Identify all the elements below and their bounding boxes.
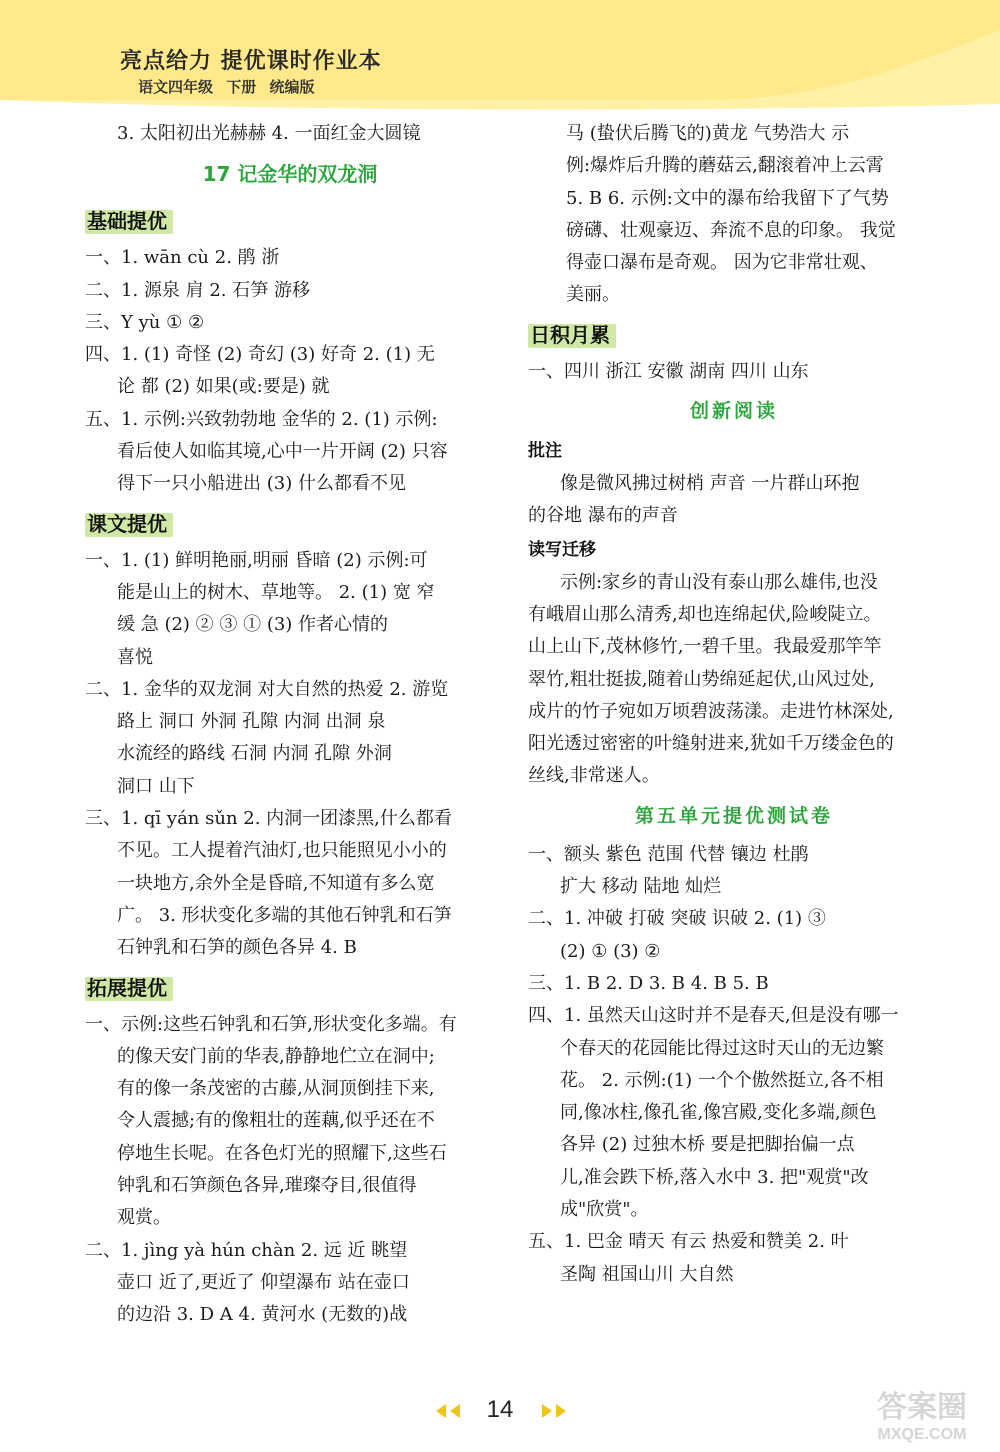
answer-line: 像是微风拂过树梢 声音 一片群山环抱	[560, 473, 860, 495]
answer-line: 三、Y yù ① ②	[85, 311, 205, 333]
answer-line: 论 都 (2) 如果(或:要是) 就	[117, 376, 330, 398]
answer-line: 个春天的花园能比得过这时天山的无边繁	[560, 1037, 884, 1059]
answer-line: 一、四川 浙江 安徽 湖南 四川 山东	[528, 360, 809, 382]
answer-line: 一、额头 紫色 范围 代替 镶边 杜鹃	[528, 843, 809, 865]
answer-line: 水流经的路线 石洞 内洞 孔隙 外洞	[117, 743, 392, 765]
lesson-title: 17 记金华的双龙洞	[202, 162, 378, 187]
answer-line: 3. 太阳初出光赫赫 4. 一面红金大圆镜	[117, 123, 421, 144]
answer-line: 圣陶 祖国山川 大自然	[560, 1263, 734, 1285]
next-arrows-icon	[536, 1402, 576, 1420]
watermark-url: MXQE.COM	[877, 1426, 967, 1443]
answer-line: 洞口 山下	[117, 775, 195, 797]
header-banner	[0, 0, 1000, 112]
answer-line: 的谷地 瀑布的声音	[528, 505, 678, 527]
answer-line: 石钟乳和石笋的颜色各异 4. B	[117, 937, 357, 959]
answer-line: 翠竹,粗壮挺拔,随着山势绵延起伏,山风过处,	[528, 668, 875, 690]
answer-line: 钟乳和石笋颜色各异,璀璨夺目,很值得	[117, 1175, 417, 1197]
answer-line: 二、1. 冲破 打破 突破 识破 2. (1) ③	[528, 908, 826, 930]
answer-line: 一、1. wān cù 2. 鹃 浙	[85, 247, 280, 269]
watermark-logo	[852, 1390, 992, 1448]
answer-line: 能是山上的树木、草地等。 2. (1) 宽 窄	[117, 581, 435, 603]
answer-line: (2) ① (3) ②	[560, 940, 661, 962]
answer-line: 壶口 近了,更近了 仰望瀑布 站在壶口	[117, 1271, 410, 1293]
answer-line: 五、1. 巴金 晴天 有云 热爱和赞美 2. 叶	[528, 1231, 849, 1253]
answer-line: 美丽。	[566, 284, 620, 306]
answer-line: 磅礴、壮观豪迈、奔流不息的印象。 我觉	[566, 219, 896, 241]
answer-line: 二、1. 金华的双龙洞 对大自然的热爱 2. 游览	[85, 678, 449, 700]
answer-line: 二、1. jìng yà hún chàn 2. 远 近 眺望	[85, 1239, 408, 1261]
watermark-text: 答案圈	[877, 1390, 967, 1425]
answer-line: 五、1. 示例:兴致勃勃地 金华的 2. (1) 示例:	[85, 408, 438, 430]
answer-line: 停地生长呢。在各色灯光的照耀下,这些石	[117, 1142, 447, 1164]
answer-line: 扩大 移动 陆地 灿烂	[560, 876, 722, 898]
answer-line: 三、1. qī yán sǔn 2. 内洞一团漆黑,什么都看	[85, 808, 452, 830]
answer-line: 广。 3. 形状变化多端的其他石钟乳和石笋	[117, 904, 452, 926]
section-heading-text: 课文提优	[85, 504, 173, 544]
answer-line: 令人震撼;有的像粗壮的莲藕,似乎还在不	[117, 1110, 435, 1132]
header-subtitle: 语文四年级 下册 统编版	[138, 78, 315, 96]
answer-line: 例:爆炸后升腾的蘑菇云,翻滚着冲上云霄	[566, 155, 884, 177]
right-column	[528, 118, 940, 1291]
answer-line: 5. B 6. 示例:文中的瀑布给我留下了气势	[566, 187, 889, 209]
answer-line: 有的像一条茂密的古藤,从洞顶倒挂下来,	[117, 1078, 435, 1100]
unit-test-title: 第五单元提优测试卷	[634, 804, 833, 827]
answer-line: 不见。工人提着汽油灯,也只能照见小小的	[117, 840, 447, 862]
answer-line: 花。 2. 示例:(1) 一个个傲然挺立,各不相	[560, 1069, 884, 1091]
answer-line: 成"欣赏"。	[560, 1199, 649, 1221]
answer-line: 成片的竹子宛如万顷碧波荡漾。走进竹林深处,	[528, 700, 894, 722]
left-column	[85, 118, 495, 1332]
answer-line: 缓 急 (2) ② ③ ① (3) 作者心情的	[117, 614, 389, 636]
section-heading-accumulate: 日积月累	[528, 315, 616, 355]
answer-line: 一块地方,余外全是昏暗,不知道有多么宽	[117, 872, 435, 894]
answer-line: 得下一只小船进出 (3) 什么都看不见	[117, 473, 406, 495]
answer-line: 看后使人如临其境,心中一片开阔 (2) 只容	[117, 441, 448, 463]
answer-line: 一、1. (1) 鲜明艳丽,明丽 昏暗 (2) 示例:可	[85, 549, 428, 571]
answer-line: 观赏。	[117, 1207, 171, 1229]
annotation-label: 批注	[528, 441, 562, 462]
page-number: 14	[486, 1396, 514, 1423]
answer-line: 四、1. 虽然天山这时并不是春天,但是没有哪一	[528, 1005, 899, 1027]
answer-line: 得壶口瀑布是奇观。 因为它非常壮观、	[566, 252, 878, 274]
header-title: 亮点给力 提优课时作业本	[120, 49, 382, 74]
reading-writing-label: 读写迁移	[528, 539, 596, 560]
answer-line: 有峨眉山那么清秀,却也连绵起伏,险峻陡立。	[528, 603, 882, 625]
answer-line: 阳光透过密密的叶缝射进来,犹如千万缕金色的	[528, 733, 894, 755]
innovative-reading-title: 创新阅读	[689, 400, 778, 423]
answer-line: 的像天安门前的华表,静静地伫立在洞中;	[117, 1045, 435, 1067]
answer-line: 各异 (2) 过独木桥 要是把脚抬偏一点	[560, 1134, 855, 1156]
answer-line: 示例:家乡的青山没有泰山那么雄伟,也没	[560, 571, 878, 593]
section-heading-extension: 拓展提优	[85, 968, 173, 1008]
answer-line: 儿,准会跌下桥,落入水中 3. 把"观赏"改	[560, 1166, 869, 1188]
answer-line: 三、1. B 2. D 3. B 4. B 5. B	[528, 972, 769, 994]
section-heading-basic: 基础提优	[85, 201, 173, 241]
answer-line: 路上 洞口 外洞 孔隙 内洞 出洞 泉	[117, 711, 386, 733]
answer-line: 四、1. (1) 奇怪 (2) 奇幻 (3) 好奇 2. (1) 无	[85, 344, 435, 366]
answer-line: 同,像冰柱,像孔雀,像宫殿,变化多端,颜色	[560, 1102, 877, 1124]
answer-line: 一、示例:这些石钟乳和石笋,形状变化多端。有	[85, 1013, 457, 1035]
answer-line: 山上山下,茂林修竹,一碧千里。我最爱那竿竿	[528, 636, 882, 658]
answer-line: 喜悦	[117, 646, 153, 668]
answer-line: 丝线,非常迷人。	[528, 765, 660, 787]
answer-line: 马 (蛰伏后腾飞的)黄龙 气势浩大 示	[566, 123, 850, 144]
answer-line: 二、1. 源泉 肩 2. 石笋 游移	[85, 279, 310, 301]
answer-line: 的边沿 3. D A 4. 黄河水 (无数的)战	[117, 1304, 408, 1326]
